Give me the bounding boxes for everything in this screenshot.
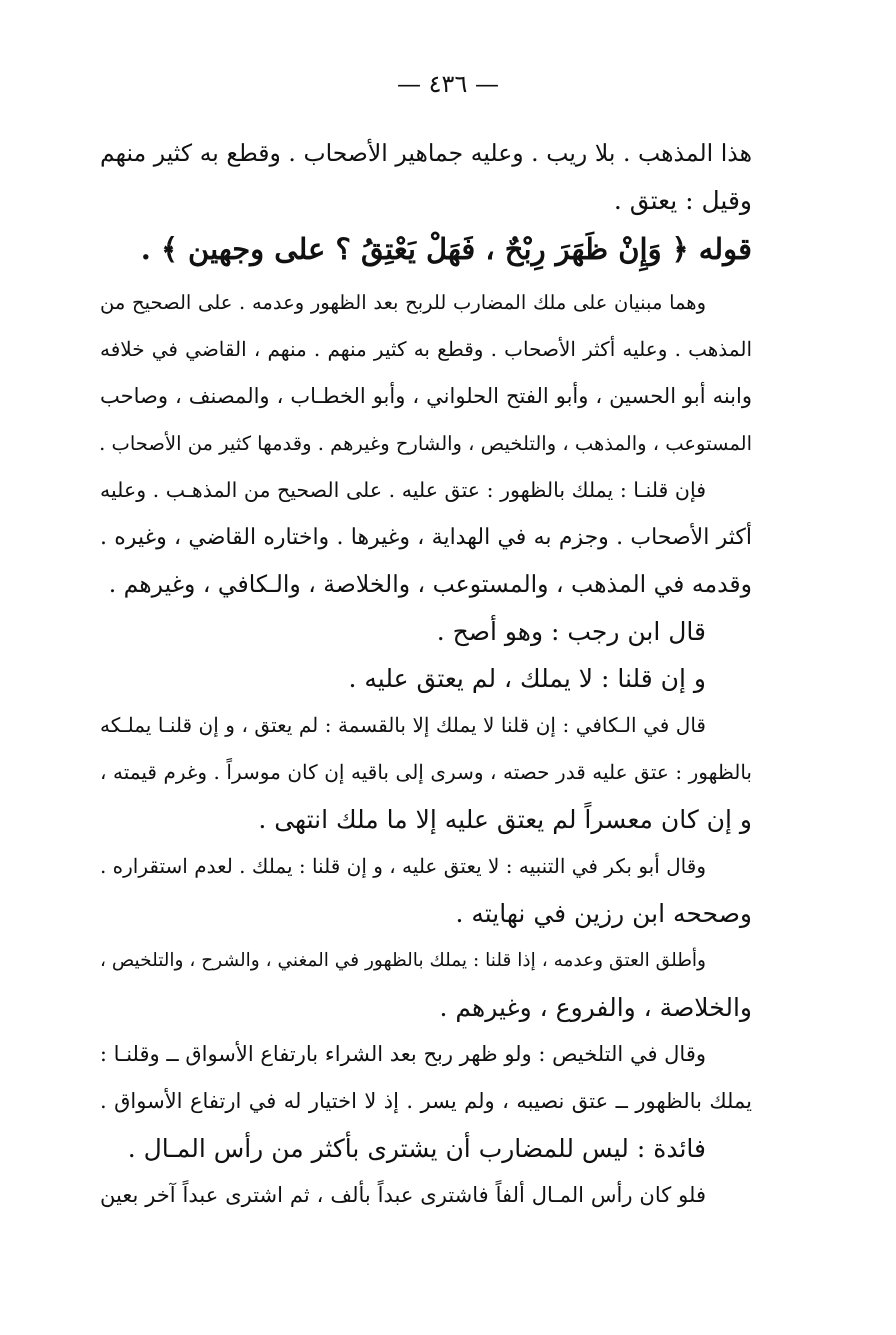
- text-line: وأطلق العتق وعدمه ، إذا قلنا : يملك بالظهور في المغني ، والشرح ، والتلخيص ،: [100, 950, 706, 971]
- section-heading: قوله ﴿ وَإِنْ ظَهَرَ رِبْحٌ ، فَهَلْ يَعْتِقُ ؟ على وجهين ﴾ .: [140, 232, 752, 266]
- text-line: قال في الـكافي : إن قلنا لا يملك إلا بالقسمة : لم يعتق ، و إن قلنـا يملـكه: [100, 713, 706, 737]
- text-line: بالظهور : عتق عليه قدر حصته ، وسرى إلى باقيه إن كان موسراً . وغرم قيمته ،: [100, 760, 752, 784]
- text-line: يملك بالظهور ــ عتق نصيبه ، ولم يسر . إذ لا اختيار له في ارتفاع الأسواق .: [100, 1089, 752, 1113]
- text-line: المستوعب ، والمذهب ، والتلخيص ، والشارح وغيرهم . وقدمها كثير من الأصحاب .: [99, 432, 752, 455]
- text-line: وقال أبو بكر في التنبيه : لا يعتق عليه ، و إن قلنا : يملك . لعدم استقراره .: [99, 854, 706, 878]
- text-line: وصححه ابن رزين في نهايته .: [455, 899, 752, 928]
- text-line: والخلاصة ، والفروع ، وغيرهم .: [439, 993, 752, 1022]
- note-line: فائدة : ليس للمضارب أن يشترى بأكثر من رأس المـال .: [127, 1134, 706, 1163]
- text-line: وهما مبنيان على ملك المضارب للربح بعد الظهور وعدمه . على الصحيح من: [100, 291, 706, 314]
- text-line: أكثر الأصحاب . وجزم به في الهداية ، وغيرها . واختاره القاضي ، وغيره .: [100, 525, 752, 550]
- text-line: قال ابن رجب : وهو أصح .: [436, 617, 706, 646]
- text-line: وقال في التلخيص : ولو ظهر ربح بعد الشراء بارتفاع الأسواق ــ وقلنـا :: [99, 1042, 706, 1066]
- text-line: فلو كان رأس المـال ألفاً فاشترى عبداً بألف ، ثم اشترى عبداً آخر بعين: [100, 1183, 706, 1207]
- text-line: هذا المذهب . بلا ريب . وعليه جماهير الأصحاب . وقطع به كثير منهم: [100, 139, 752, 167]
- page-number: — ٤٣٦ —: [397, 70, 499, 98]
- body-text: [100, 130, 752, 1219]
- text-line: و إن كان معسراً لم يعتق عليه إلا ما ملك انتهى .: [258, 805, 752, 834]
- text-line: وقيل : يعتق .: [613, 186, 752, 215]
- text-line: وقدمه في المذهب ، والمستوعب ، والخلاصة ، والـكافي ، وغيرهم .: [108, 570, 752, 598]
- text-line: و إن قلنا : لا يملك ، لم يعتق عليه .: [348, 664, 706, 693]
- text-line: وابنه أبو الحسين ، وأبو الفتح الحلواني ، وأبو الخطـاب ، والمصنف ، وصاحب: [100, 384, 752, 408]
- text-line: المذهب . وعليه أكثر الأصحاب . وقطع به كثير منهم . منهم ، القاضي في خلافه: [100, 337, 752, 361]
- text-line: فإن قلنـا : يملك بالظهور : عتق عليه . على الصحيح من المذهـب . وعليه: [100, 478, 706, 502]
